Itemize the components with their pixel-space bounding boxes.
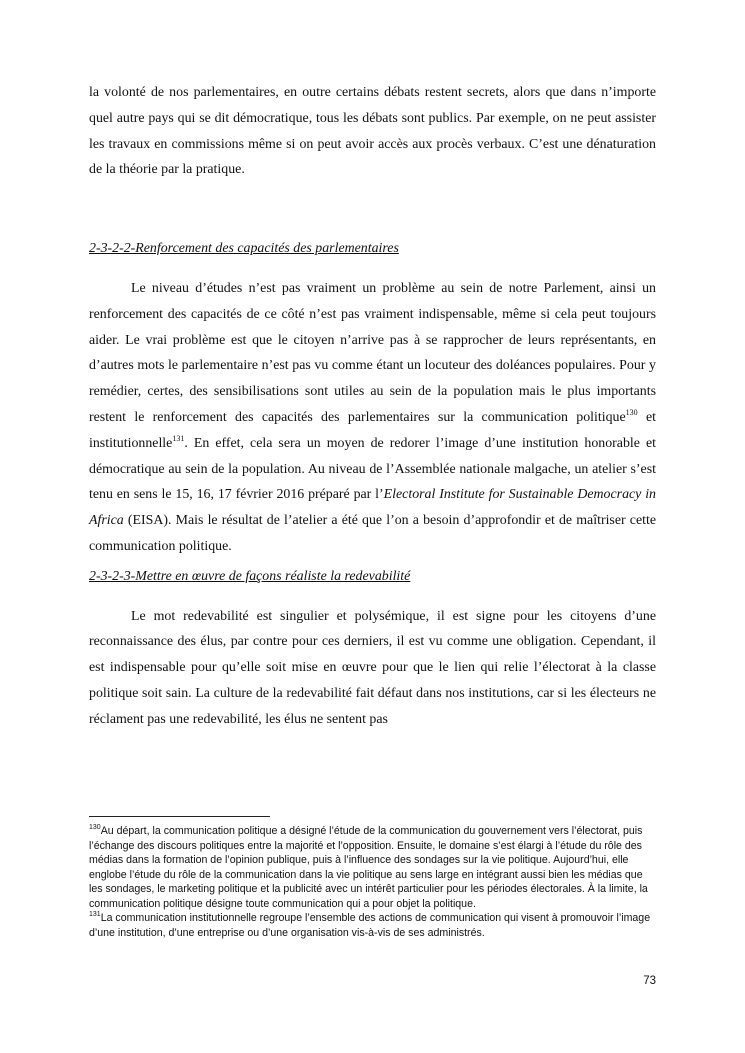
footnote-separator (89, 816, 270, 817)
section-heading-2-3-2-3: 2-3-2-3-Mettre en œuvre de façons réaliste la redevabilité (89, 568, 411, 584)
paragraph-italic-eisa: Electoral Institute for Sustainable Democracy in Africa (89, 487, 656, 529)
footnote-text: Au départ, la communication politique a désigné l’étude de la communication du gouvernement vers l’électorat, puis l’échange des discours politiques entre la majorité et l’opposition. Ensuite, le domaine s’est élargi à l’étude du rôle des médias dans la formation de l’opinion publique, puis à l’influence des sondages sur la vie politique. Aujourd’hui, elle englobe l’étude du rôle de la communication dans la vie politique au sens large en intégrant aussi bien les médias que les sondages, le marketing politique et la publicité avec un intérêt particulier pour les périodes électorales. À la limite, la communication politique désigne toute communication qui a pour objet la politique. (89, 825, 648, 910)
footnotes (89, 816, 656, 940)
paragraph-text: (EISA). Mais le résultat de l’atelier a été que l’on a besoin d’approfondir et de maîtriser cette communication politique. (89, 513, 656, 554)
paragraph-continuation: la volonté de nos parlementaires, en outre certains débats restent secrets, alors que dans n’importe quel autre pays qui se dit démocratique, tous les débats sont publics. Par exemple, on ne peut assister les travaux en commissions même si on peut avoir accès aux procès verbaux. C’est une dénaturation de la théorie par la pratique. (89, 85, 656, 178)
footnote-130 (89, 824, 656, 911)
paragraph-capacites (89, 276, 656, 560)
paragraph-text: Le niveau d’études n’est pas vraiment un problème au sein de notre Parlement, ainsi un renforcement des capacités de ce côté n’est pas vraiment indispensable, même si cela peut toujours aider. Le vrai problème est que le citoyen n’arrive pas à se rapprocher de leurs représentants, en d’autres mots le parlementaire n’est pas vu comme étant un locuteur des doléances populaires. Pour y remédier, certes, des sensibilisations sont utiles au sein de la population mais le plus importants restent le renforcement des capacités des parlementaires sur la communication politique (89, 280, 656, 425)
paragraph-text: et institutionnelle (89, 409, 657, 451)
page-body (89, 80, 656, 733)
footnote-ref-131[interactable]: 131 (172, 433, 185, 443)
paragraph-text: . En effet, cela sera un moyen de redorer l’image d’une institution honorable et démocratique au sein de la population. Au niveau de l’Assemblée nationale malgache, un atelier s’est tenu en sens le 15, 16, 17 février 2016 préparé par l’ (89, 435, 656, 503)
footnote-number: 130 (89, 824, 101, 831)
footnote-text: La communication institutionnelle regroupe l’ensemble des actions de communication qui visent à promouvoir l’image d’une institution, d’une entreprise ou d’une organisation vis-à-vis de ses administrés. (89, 912, 651, 939)
page-number: 73 (643, 975, 656, 987)
footnote-number: 131 (89, 911, 101, 918)
section-heading-2-3-2-2: 2-3-2-2-Renforcement des capacités des parlementaires (89, 241, 399, 257)
footnote-131 (89, 911, 656, 940)
paragraph-redevabilite: Le mot redevabilité est singulier et polysémique, il est signe pour les citoyens d’une reconnaissance des élus, par contre pour ces derniers, il est vu comme une obligation. Cependant, il est indispensable pour qu’elle soit mise en œuvre pour que le lien qui relie l’électorat à la classe politique soit sain. La culture de la redevabilité fait défaut dans nos institutions, car si les électeurs ne réclament pas une redevabilité, les élus ne sentent pas (89, 608, 656, 727)
footnote-ref-130[interactable]: 130 (625, 407, 638, 417)
